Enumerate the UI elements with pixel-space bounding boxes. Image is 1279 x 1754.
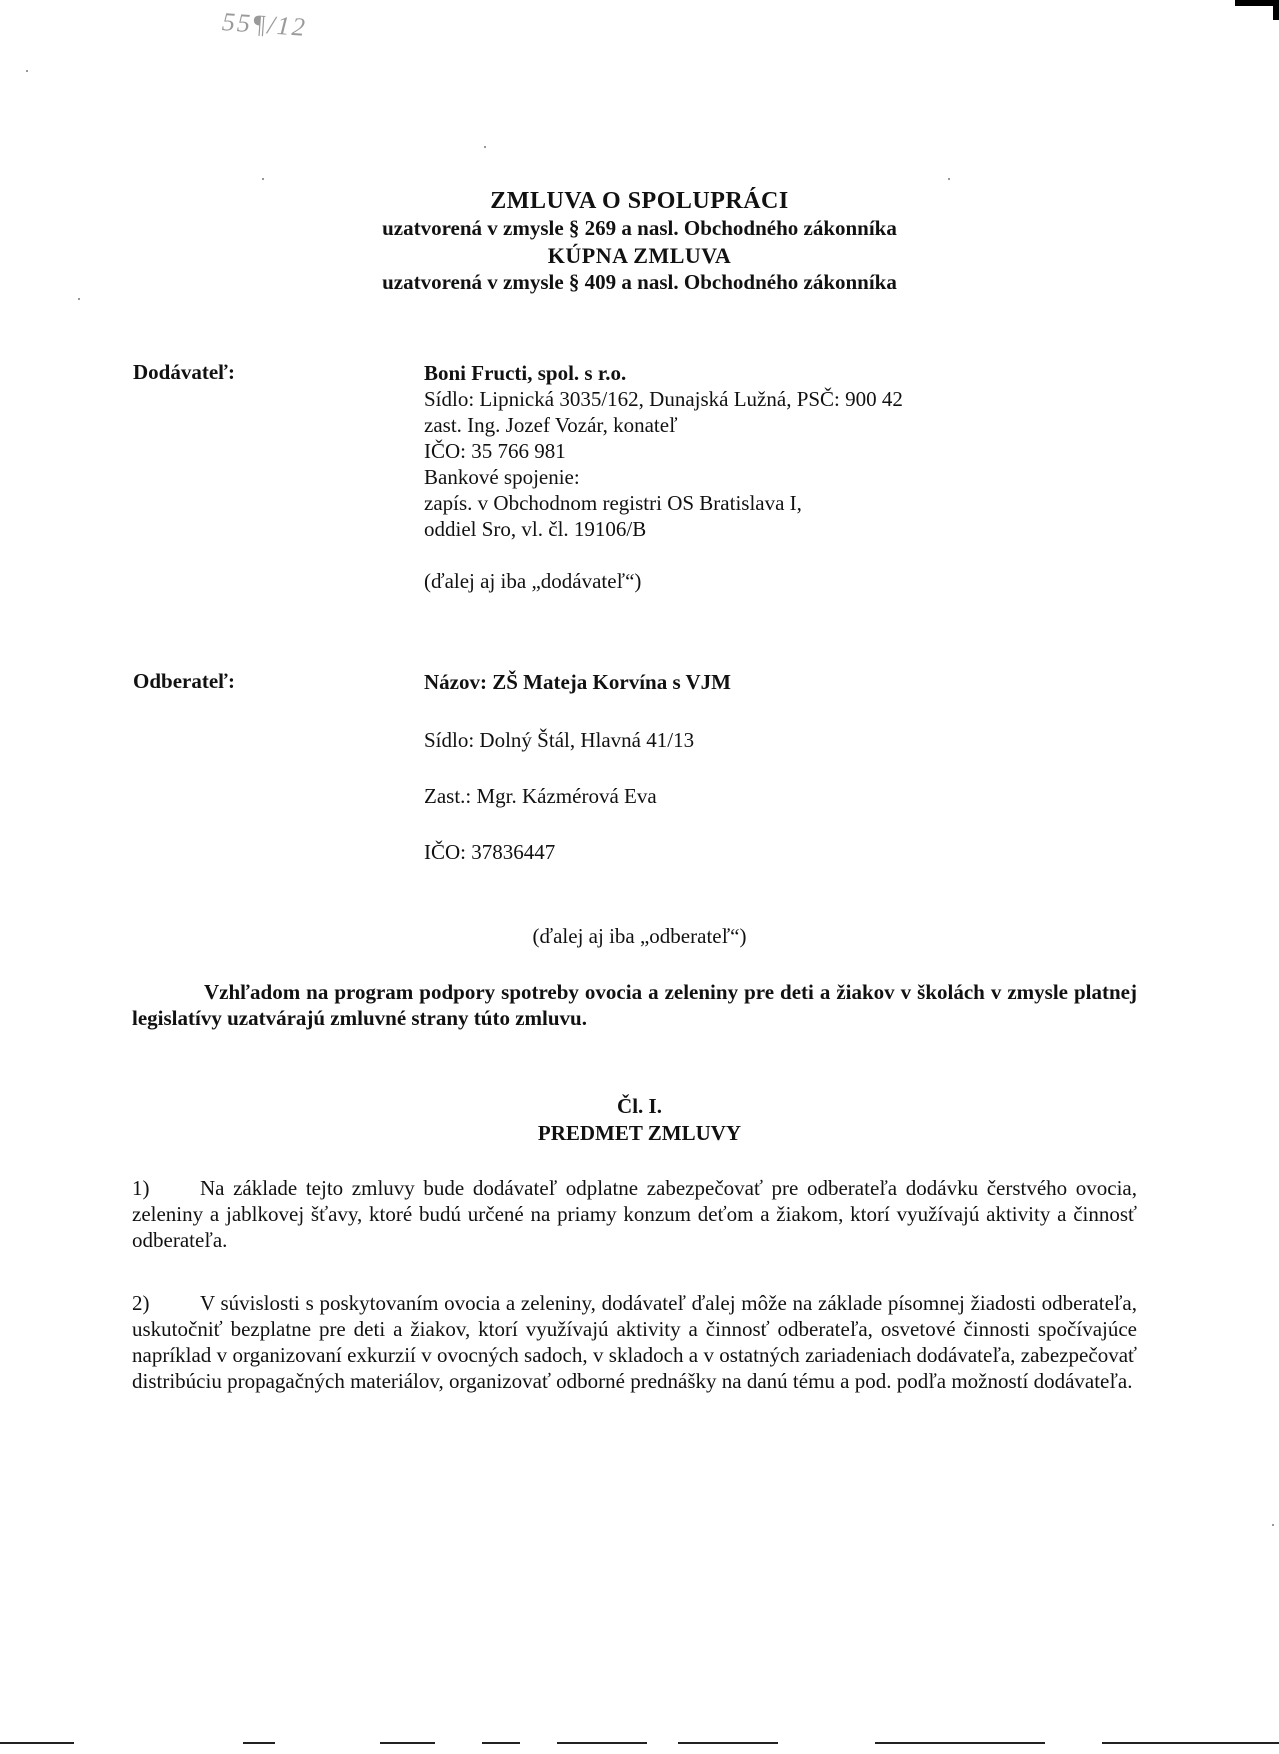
scan-rule [875,1742,1045,1744]
supplier-register-section: oddiel Sro, vl. čl. 19106/B [424,517,647,541]
customer-name: Názov: ZŠ Mateja Korvína s VJM [424,670,731,694]
scan-speck [1272,1524,1274,1526]
scan-corner-mark [1235,0,1279,20]
paragraph-number: 2) [132,1291,150,1315]
paragraph-number: 1) [132,1176,150,1200]
scan-rule [243,1742,275,1744]
scan-speck [78,298,80,300]
scan-rule [0,1742,74,1744]
contract-title: ZMLUVA O SPOLUPRÁCI [490,188,789,214]
supplier-register: zapís. v Obchodnom registri OS Bratislava I, [424,491,802,515]
article-number: Čl. I. [617,1094,662,1118]
intro-paragraph: Vzhľadom na program podpory spotreby ovocia a zeleniny pre deti a žiakov v školách v zmysle platnej legislatívy uzatvárajú zmluvné strany túto zmluvu. [132,980,1137,1030]
supplier-representative: zast. Ing. Jozef Vozár, konateľ [424,413,678,437]
supplier-name: Boni Fructi, spol. s r.o. [424,361,627,385]
customer-ico: IČO: 37836447 [424,840,556,864]
scan-rule [1102,1742,1279,1744]
supplier-alias: (ďalej aj iba „dodávateľ“) [424,569,642,593]
customer-representative: Zast.: Mgr. Kázmérová Eva [424,784,657,808]
scan-rule [557,1742,647,1744]
customer-alias: (ďalej aj iba „odberateľ“) [532,924,747,948]
paragraph-text: V súvislosti s poskytovaním ovocia a zeleniny, dodávateľ ďalej môže na základe písomnej žiadosti odberateľa, uskutočniť bezplatne pre deti a žiakov, ktorí využívajú aktivity a činnosť odberateľa, osvetové činnosti spočívajúce napríklad v organizovaní exkurzií v ovocných sadoch, v skladoch a v ostatných zariadeniach dodávateľa, zabezpečovať distribúciu propagačných materiálov, organizovať odborné prednášky na danú tému a pod. podľa možností dodávateľa. [132,1291,1137,1393]
scan-rule [678,1742,778,1744]
scan-rule [482,1742,520,1744]
supplier-label: Dodávateľ: [133,360,235,384]
purchase-contract-subtitle: uzatvorená v zmysle § 409 a nasl. Obchodného zákonníka [382,270,897,294]
scan-speck [262,178,264,180]
supplier-bank: Bankové spojenie: [424,465,580,489]
supplier-details [424,360,903,594]
article-paragraph-1 [132,1175,1137,1253]
scan-speck [948,178,950,180]
purchase-contract-title: KÚPNA ZMLUVA [547,243,732,268]
article-title: PREDMET ZMLUVY [537,1121,742,1145]
customer-seat: Sídlo: Dolný Štál, Hlavná 41/13 [424,728,695,752]
supplier-ico: IČO: 35 766 981 [424,439,566,463]
article-paragraph-2 [132,1290,1137,1394]
customer-label: Odberateľ: [133,669,235,693]
handwritten-note: 55¶/12 [221,7,308,42]
scan-speck [484,146,486,148]
scan-rule [380,1742,435,1744]
supplier-seat: Sídlo: Lipnická 3035/162, Dunajská Lužná, PSČ: 900 42 [424,387,903,411]
contract-subtitle: uzatvorená v zmysle § 269 a nasl. Obchodného zákonníka [382,216,897,240]
document-header [0,188,1279,296]
scan-speck [26,70,28,72]
paragraph-text: Na základe tejto zmluvy bude dodávateľ odplatne zabezpečovať pre odberateľa dodávku čerstvého ovocia, zeleniny a jablkovej šťavy, ktoré budú určené na priamy konzum deťom a žiakom, ktorí využívajú aktivity a činnosť odberateľa. [132,1176,1137,1252]
